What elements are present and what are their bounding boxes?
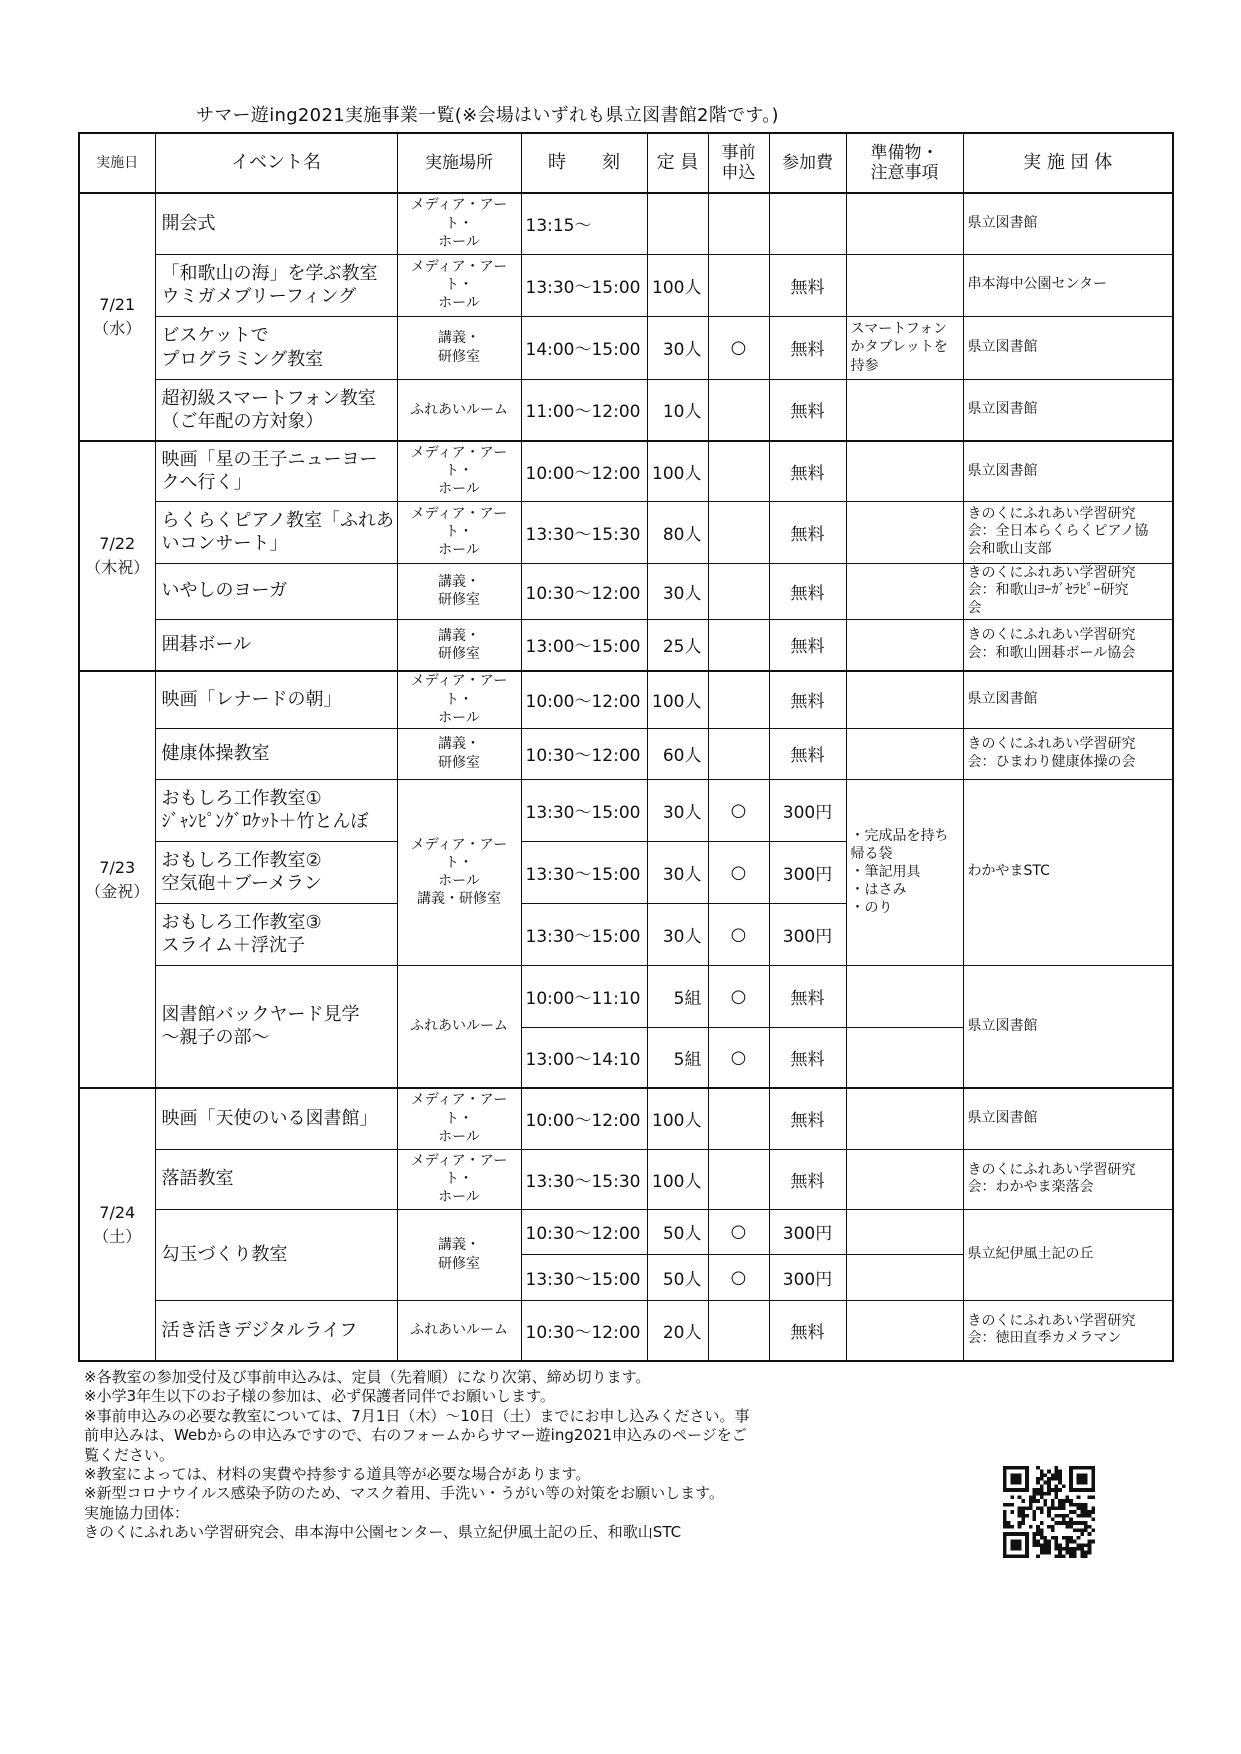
event-name: 落語教室 bbox=[155, 1149, 397, 1209]
page-title: サマー遊ing2021実施事業一覧(※会場はいずれも県立図書館2階です。) bbox=[196, 105, 779, 126]
organizer-cell: 県立図書館 bbox=[963, 193, 1173, 254]
note-cell bbox=[846, 1209, 963, 1254]
time-cell: 13:30～15:00 bbox=[521, 841, 647, 903]
table-row bbox=[79, 1209, 1173, 1254]
organizer-cell: きのくにふれあい学習研究 会：和歌山ﾖｰｶﾞｾﾗﾋﾟｰ研究 会 bbox=[963, 563, 1173, 619]
time-cell: 10:30～12:00 bbox=[521, 1209, 647, 1254]
organizer-cell: 県立図書館 bbox=[963, 441, 1173, 501]
event-name: 映画「レナードの朝」 bbox=[155, 671, 397, 728]
preapp-cell bbox=[708, 1300, 769, 1361]
fee-cell: 無料 bbox=[769, 1027, 846, 1088]
day-group-0722 bbox=[79, 441, 1173, 671]
note-cell bbox=[846, 193, 963, 254]
event-name: 勾玉づくり教室 bbox=[155, 1209, 397, 1300]
preapp-cell bbox=[708, 563, 769, 619]
event-name: おもしろ工作教室③ スライム＋浮沈子 bbox=[155, 903, 397, 965]
time-cell: 13:30～15:30 bbox=[521, 1149, 647, 1209]
table-row bbox=[79, 254, 1173, 316]
venue-cell: 講義・ 研修室 bbox=[397, 563, 521, 619]
preapp-cell: ○ bbox=[708, 1254, 769, 1300]
event-name: 活き活きデジタルライフ bbox=[155, 1300, 397, 1361]
fee-cell: 無料 bbox=[769, 619, 846, 671]
capacity-cell: 30人 bbox=[647, 903, 708, 965]
time-cell: 10:00～12:00 bbox=[521, 671, 647, 728]
time-cell: 10:30～12:00 bbox=[521, 563, 647, 619]
note-cell bbox=[846, 619, 963, 671]
organizer-cell: きのくにふれあい学習研究 会：ひまわり健康体操の会 bbox=[963, 728, 1173, 779]
venue-cell: メディア・アート・ ホール bbox=[397, 671, 521, 728]
table-row bbox=[79, 316, 1173, 379]
note-cell bbox=[846, 671, 963, 728]
preapp-cell: ○ bbox=[708, 965, 769, 1027]
venue-cell: メディア・アート・ ホール bbox=[397, 193, 521, 254]
preapp-cell bbox=[708, 501, 769, 563]
organizer-cell: 県立図書館 bbox=[963, 1088, 1173, 1149]
capacity-cell: 20人 bbox=[647, 1300, 708, 1361]
fee-cell: 300円 bbox=[769, 779, 846, 841]
schedule-table bbox=[78, 132, 1174, 1362]
fee-cell: 無料 bbox=[769, 1088, 846, 1149]
date-cell: 7/22 （木祝） bbox=[79, 441, 155, 671]
capacity-cell: 30人 bbox=[647, 779, 708, 841]
capacity-cell: 100人 bbox=[647, 254, 708, 316]
date-cell: 7/21 （水） bbox=[79, 193, 155, 441]
note-cell bbox=[846, 1027, 963, 1088]
capacity-cell: 60人 bbox=[647, 728, 708, 779]
qr-code-icon[interactable] bbox=[1003, 1466, 1095, 1558]
venue-cell: メディア・アート・ ホール bbox=[397, 501, 521, 563]
preapp-cell bbox=[708, 671, 769, 728]
table-row bbox=[79, 1088, 1173, 1149]
capacity-cell: 25人 bbox=[647, 619, 708, 671]
time-cell: 11:00～12:00 bbox=[521, 379, 647, 441]
time-cell: 13:30～15:00 bbox=[521, 1254, 647, 1300]
note-cell bbox=[846, 965, 963, 1027]
note-cell bbox=[846, 1300, 963, 1361]
venue-cell: 講義・ 研修室 bbox=[397, 619, 521, 671]
preapp-cell bbox=[708, 193, 769, 254]
preapp-cell: ○ bbox=[708, 779, 769, 841]
capacity-cell: 100人 bbox=[647, 1149, 708, 1209]
venue-cell: 講義・ 研修室 bbox=[397, 728, 521, 779]
time-cell: 13:30～15:00 bbox=[521, 254, 647, 316]
organizer-cell: 県立図書館 bbox=[963, 965, 1173, 1088]
preapp-cell bbox=[708, 254, 769, 316]
venue-cell: メディア・アート・ ホール 講義・研修室 bbox=[397, 779, 521, 965]
preapp-cell: ○ bbox=[708, 1027, 769, 1088]
table-row bbox=[79, 965, 1173, 1027]
note-cell bbox=[846, 1254, 963, 1300]
venue-cell: メディア・アート・ ホール bbox=[397, 441, 521, 501]
fee-cell: 無料 bbox=[769, 254, 846, 316]
fee-cell: 無料 bbox=[769, 671, 846, 728]
fee-cell: 300円 bbox=[769, 1209, 846, 1254]
header-notes: 準備物・ 注意事項 bbox=[846, 133, 963, 193]
fee-cell bbox=[769, 193, 846, 254]
fee-cell: 無料 bbox=[769, 563, 846, 619]
capacity-cell: 100人 bbox=[647, 441, 708, 501]
header-fee: 参加費 bbox=[769, 133, 846, 193]
fee-cell: 300円 bbox=[769, 1254, 846, 1300]
organizer-cell: 県立図書館 bbox=[963, 671, 1173, 728]
note-cell bbox=[846, 254, 963, 316]
day-group-0724 bbox=[79, 1088, 1173, 1361]
capacity-cell: 5組 bbox=[647, 1027, 708, 1088]
note-cell: スマートフォン かタブレットを 持参 bbox=[846, 316, 963, 379]
note-cell bbox=[846, 1088, 963, 1149]
venue-cell: 講義・ 研修室 bbox=[397, 1209, 521, 1300]
header-row bbox=[79, 133, 1173, 193]
event-name: 図書館バックヤード見学 ～親子の部～ bbox=[155, 965, 397, 1088]
time-cell: 13:30～15:30 bbox=[521, 501, 647, 563]
day-group-0723 bbox=[79, 671, 1173, 1088]
date-cell: 7/24 （土） bbox=[79, 1088, 155, 1361]
time-cell: 13:30～15:00 bbox=[521, 903, 647, 965]
fee-cell: 無料 bbox=[769, 965, 846, 1027]
event-name: いやしのヨーガ bbox=[155, 563, 397, 619]
note-cell bbox=[846, 1149, 963, 1209]
note-cell bbox=[846, 728, 963, 779]
table-row bbox=[79, 563, 1173, 619]
venue-cell: メディア・アート・ ホール bbox=[397, 1088, 521, 1149]
capacity-cell: 80人 bbox=[647, 501, 708, 563]
header-date: 実施日 bbox=[79, 133, 155, 193]
fee-cell: 無料 bbox=[769, 1300, 846, 1361]
header-preapplication: 事前 申込 bbox=[708, 133, 769, 193]
header-venue: 実施場所 bbox=[397, 133, 521, 193]
organizer-cell: 県立図書館 bbox=[963, 316, 1173, 379]
venue-cell: 講義・ 研修室 bbox=[397, 316, 521, 379]
time-cell: 13:00～15:00 bbox=[521, 619, 647, 671]
time-cell: 10:00～11:10 bbox=[521, 965, 647, 1027]
organizer-cell: きのくにふれあい学習研究 会：わかやま楽落会 bbox=[963, 1149, 1173, 1209]
table-row bbox=[79, 501, 1173, 563]
event-name: 超初級スマートフォン教室 （ご年配の方対象） bbox=[155, 379, 397, 441]
preapp-cell bbox=[708, 619, 769, 671]
table-row bbox=[79, 619, 1173, 671]
table-row bbox=[79, 379, 1173, 441]
organizer-cell: きのくにふれあい学習研究 会：全日本らくらくピアノ協 会和歌山支部 bbox=[963, 501, 1173, 563]
venue-cell: ふれあいルーム bbox=[397, 965, 521, 1088]
header-organizer: 実 施 団 体 bbox=[963, 133, 1173, 193]
time-cell: 13:00～14:10 bbox=[521, 1027, 647, 1088]
header-time: 時 刻 bbox=[521, 133, 647, 193]
table-row bbox=[79, 193, 1173, 254]
time-cell: 10:30～12:00 bbox=[521, 1300, 647, 1361]
event-name: おもしろ工作教室② 空気砲＋ブーメラン bbox=[155, 841, 397, 903]
preapp-cell: ○ bbox=[708, 841, 769, 903]
fee-cell: 300円 bbox=[769, 903, 846, 965]
organizer-cell: わかやまSTC bbox=[963, 779, 1173, 965]
event-name: 映画「星の王子ニューヨー クへ行く」 bbox=[155, 441, 397, 501]
organizer-cell: 県立図書館 bbox=[963, 379, 1173, 441]
table-row bbox=[79, 441, 1173, 501]
preapp-cell bbox=[708, 1149, 769, 1209]
fee-cell: 無料 bbox=[769, 1149, 846, 1209]
capacity-cell: 10人 bbox=[647, 379, 708, 441]
event-name: おもしろ工作教室① ｼﾞｬﾝﾋﾟﾝｸﾞﾛｹｯﾄ＋竹とんぼ bbox=[155, 779, 397, 841]
venue-cell: ふれあいルーム bbox=[397, 379, 521, 441]
table-row bbox=[79, 1300, 1173, 1361]
preapp-cell: ○ bbox=[708, 316, 769, 379]
header-event: イベント名 bbox=[155, 133, 397, 193]
date-cell: 7/23 （金祝） bbox=[79, 671, 155, 1088]
event-name: 健康体操教室 bbox=[155, 728, 397, 779]
venue-cell: メディア・アート・ ホール bbox=[397, 254, 521, 316]
fee-cell: 無料 bbox=[769, 379, 846, 441]
note-cell bbox=[846, 379, 963, 441]
capacity-cell: 50人 bbox=[647, 1209, 708, 1254]
event-name: 囲碁ボール bbox=[155, 619, 397, 671]
table-row bbox=[79, 671, 1173, 728]
fee-cell: 無料 bbox=[769, 316, 846, 379]
fee-cell: 無料 bbox=[769, 441, 846, 501]
fee-cell: 無料 bbox=[769, 501, 846, 563]
organizer-cell: 串本海中公園センター bbox=[963, 254, 1173, 316]
event-name: らくらくピアノ教室「ふれあ いコンサート」 bbox=[155, 501, 397, 563]
preapp-cell bbox=[708, 728, 769, 779]
preapp-cell bbox=[708, 441, 769, 501]
note-cell bbox=[846, 563, 963, 619]
time-cell: 13:30～15:00 bbox=[521, 779, 647, 841]
preapp-cell: ○ bbox=[708, 1209, 769, 1254]
capacity-cell: 30人 bbox=[647, 316, 708, 379]
time-cell: 14:00～15:00 bbox=[521, 316, 647, 379]
time-cell: 10:00～12:00 bbox=[521, 441, 647, 501]
fee-cell: 300円 bbox=[769, 841, 846, 903]
event-name: 「和歌山の海」を学ぶ教室 ウミガメブリーフィング bbox=[155, 254, 397, 316]
fee-cell: 無料 bbox=[769, 728, 846, 779]
capacity-cell: 100人 bbox=[647, 671, 708, 728]
capacity-cell: 5組 bbox=[647, 965, 708, 1027]
header-capacity: 定 員 bbox=[647, 133, 708, 193]
capacity-cell: 30人 bbox=[647, 563, 708, 619]
event-name: 映画「天使のいる図書館」 bbox=[155, 1088, 397, 1149]
time-cell: 10:30～12:00 bbox=[521, 728, 647, 779]
note-cell bbox=[846, 501, 963, 563]
note-cell: ・完成品を持ち 帰る袋 ・筆記用具 ・はさみ ・のり bbox=[846, 779, 963, 965]
capacity-cell bbox=[647, 193, 708, 254]
capacity-cell: 100人 bbox=[647, 1088, 708, 1149]
venue-cell: ふれあいルーム bbox=[397, 1300, 521, 1361]
event-name: ビスケットで プログラミング教室 bbox=[155, 316, 397, 379]
capacity-cell: 30人 bbox=[647, 841, 708, 903]
day-group-0721 bbox=[79, 193, 1173, 441]
venue-cell: メディア・アート・ ホール bbox=[397, 1149, 521, 1209]
event-name: 開会式 bbox=[155, 193, 397, 254]
table-row bbox=[79, 779, 1173, 841]
time-cell: 13:15～ bbox=[521, 193, 647, 254]
note-cell bbox=[846, 441, 963, 501]
footnotes: ※各教室の参加受付及び事前申込みは、定員（先着順）になり次第、締め切ります。 ※小学3年生以下のお子様の参加は、必ず保護者同伴でお願いします。 ※事前申込みの必要な教室については、7月1日（木）～10日（土）までにお申し込みください。事 前申込みは、Webからの申込みですので、右のフォームからサマー遊ing2021申込みのページをご 覧ください。 ※教室によっては、材料の実費や持参する道具等が必要な場合があります。 ※新型コロナウイルス感染予防のため、マスク着用、手洗い・うがい等の対策をお願いします。 実施協力団体： きのくにふれあい学習研究会、串本海中公園センター、県立紀伊風土記の丘、和歌山STC bbox=[84, 1368, 750, 1542]
preapp-cell: ○ bbox=[708, 903, 769, 965]
organizer-cell: きのくにふれあい学習研究 会：和歌山囲碁ボール協会 bbox=[963, 619, 1173, 671]
time-cell: 10:00～12:00 bbox=[521, 1088, 647, 1149]
preapp-cell bbox=[708, 1088, 769, 1149]
preapp-cell bbox=[708, 379, 769, 441]
organizer-cell: きのくにふれあい学習研究 会：徳田直季カメラマン bbox=[963, 1300, 1173, 1361]
organizer-cell: 県立紀伊風土記の丘 bbox=[963, 1209, 1173, 1300]
table-row bbox=[79, 728, 1173, 779]
table-row bbox=[79, 1149, 1173, 1209]
capacity-cell: 50人 bbox=[647, 1254, 708, 1300]
